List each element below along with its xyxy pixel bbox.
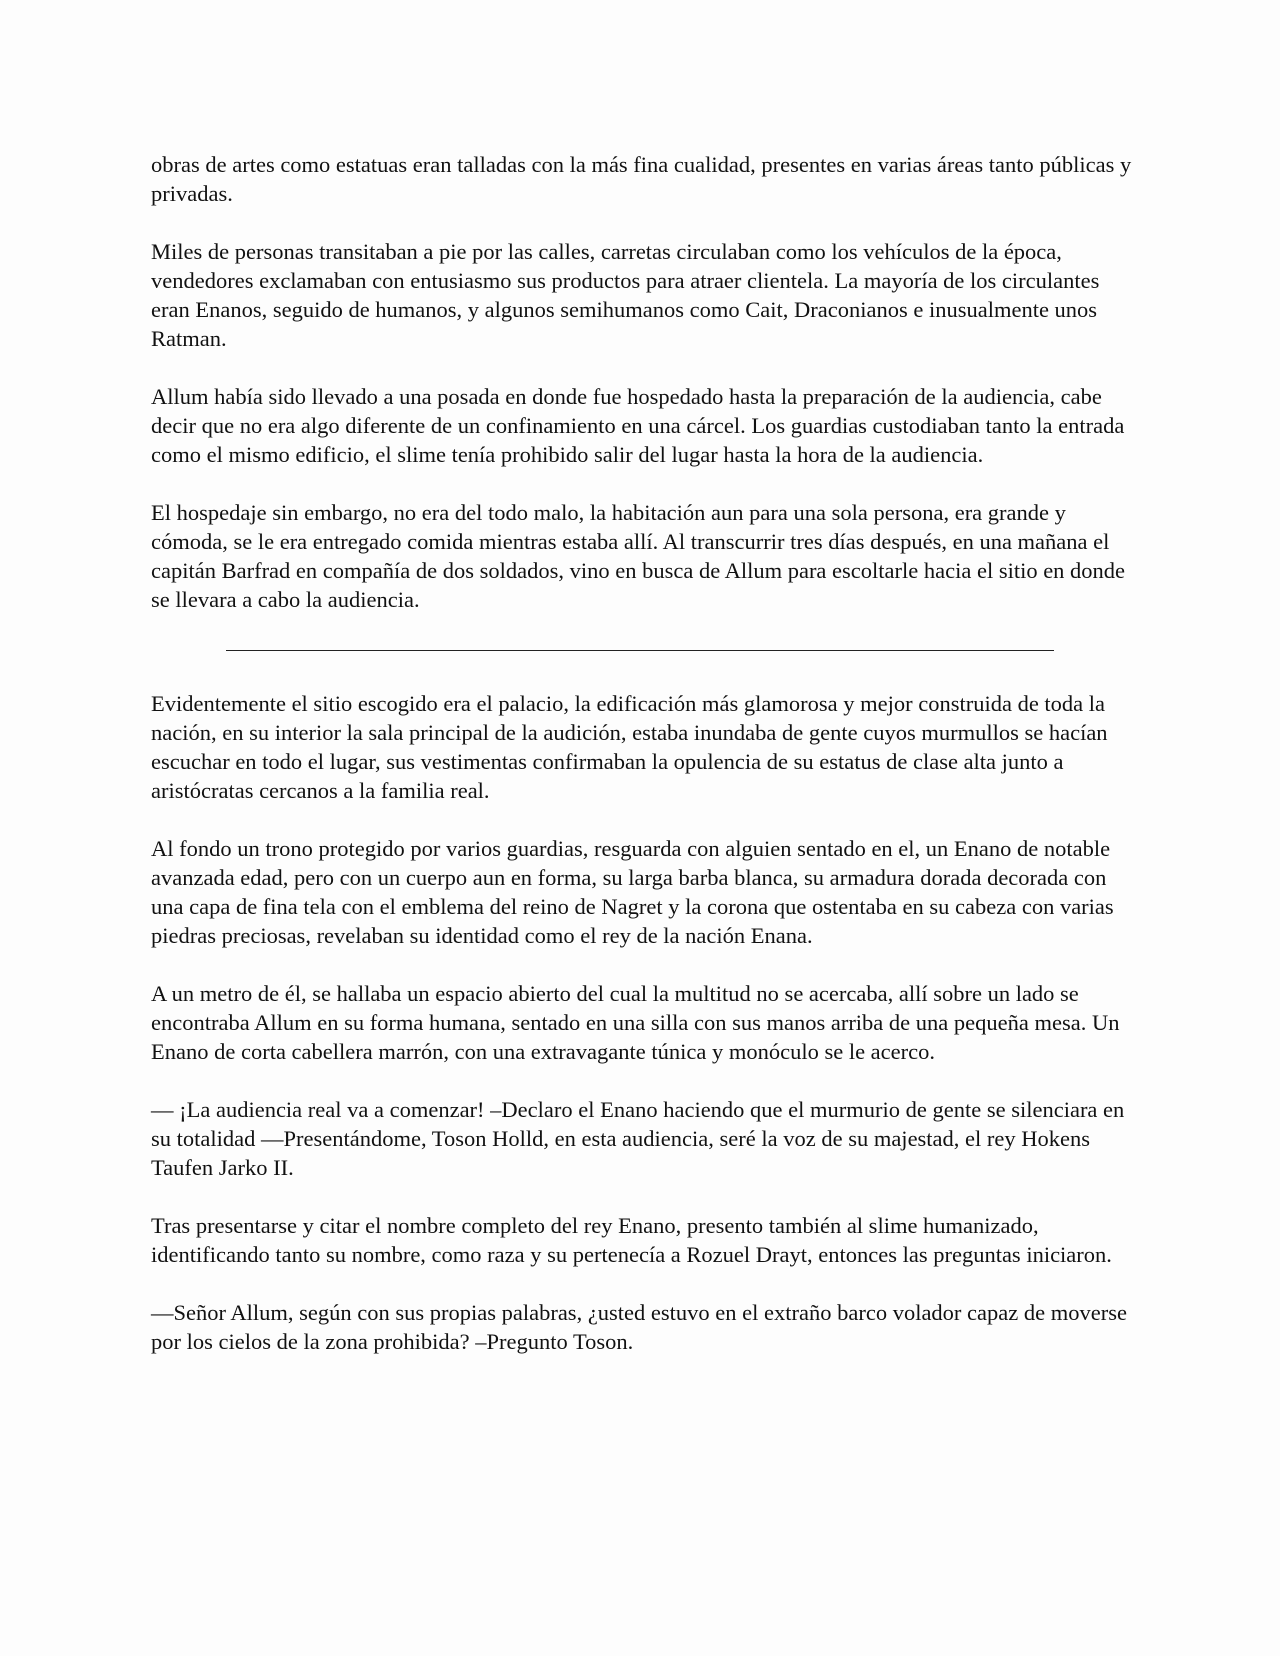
paragraph: — ¡La audiencia real va a comenzar! –Declaro el Enano haciendo que el murmurio de gente se silenciara en su totalidad —Presentándome, Toson Holld, en esta audiencia, seré la voz de su majestad, el rey Hokens Taufen Jarko II.: [151, 1097, 1125, 1180]
paragraph: A un metro de él, se hallaba un espacio abierto del cual la multitud no se acercaba, allí sobre un lado se encontraba Allum en su forma humana, sentado en una silla con sus manos arriba de una pequeña mesa. Un Enano de corta cabellera marrón, con una extravagante túnica y monóculo se le acerco.: [151, 981, 1120, 1064]
paragraph: Allum había sido llevado a una posada en donde fue hospedado hasta la preparación de la audiencia, cabe decir que no era algo diferente de un confinamiento en una cárcel. Los guardias custodiaban tanto la entrada como el mismo edificio, el slime tenía prohibido salir del lugar hasta la hora de la audiencia.: [151, 384, 1125, 467]
paragraph: Al fondo un trono protegido por varios guardias, resguarda con alguien sentado en el, un Enano de notable avanzada edad, pero con un cuerpo aun en forma, su larga barba blanca, su armadura dorada decorada con una capa de fina tela con el emblema del reino de Nagret y la corona que ostentaba en su cabeza con varias piedras preciosas, revelaban su identidad como el rey de la nación Enana.: [151, 836, 1114, 948]
paragraph: Evidentemente el sitio escogido era el palacio, la edificación más glamorosa y mejor construida de toda la nación, en su interior la sala principal de la audición, estaba inundaba de gente cuyos murmullos se hacían escuchar en todo el lugar, sus vestimentas confirmaban la opulencia de su estatus de clase alta junto a aristócratas cercanos a la familia real.: [151, 691, 1108, 803]
section-divider: [226, 650, 1054, 651]
paragraph: El hospedaje sin embargo, no era del todo malo, la habitación aun para una sola persona, era grande y cómoda, se le era entregado comida mientras estaba allí. Al transcurrir tres días después, en una mañana el capitán Barfrad en compañía de dos soldados, vino en busca de Allum para escoltarle hacia el sitio en donde se llevara a cabo la audiencia.: [151, 500, 1126, 612]
paragraph: —Señor Allum, según con sus propias palabras, ¿usted estuvo en el extraño barco volador capaz de moverse por los cielos de la zona prohibida? –Pregunto Toson.: [151, 1300, 1127, 1354]
paragraph: obras de artes como estatuas eran talladas con la más fina cualidad, presentes en varias áreas tanto públicas y privadas.: [151, 152, 1132, 206]
paragraph: Tras presentarse y citar el nombre completo del rey Enano, presento también al slime humanizado, identificando tanto su nombre, como raza y su pertenecía a Rozuel Drayt, entonces las preguntas iniciaron.: [151, 1213, 1112, 1267]
paragraph: Miles de personas transitaban a pie por las calles, carretas circulaban como los vehículos de la época, vendedores exclamaban con entusiasmo sus productos para atraer clientela. La mayoría de los circulantes eran Enanos, seguido de humanos, y algunos semihumanos como Cait, Draconianos e inusualmente unos Ratman.: [151, 239, 1100, 351]
document-body: [151, 150, 1141, 1385]
